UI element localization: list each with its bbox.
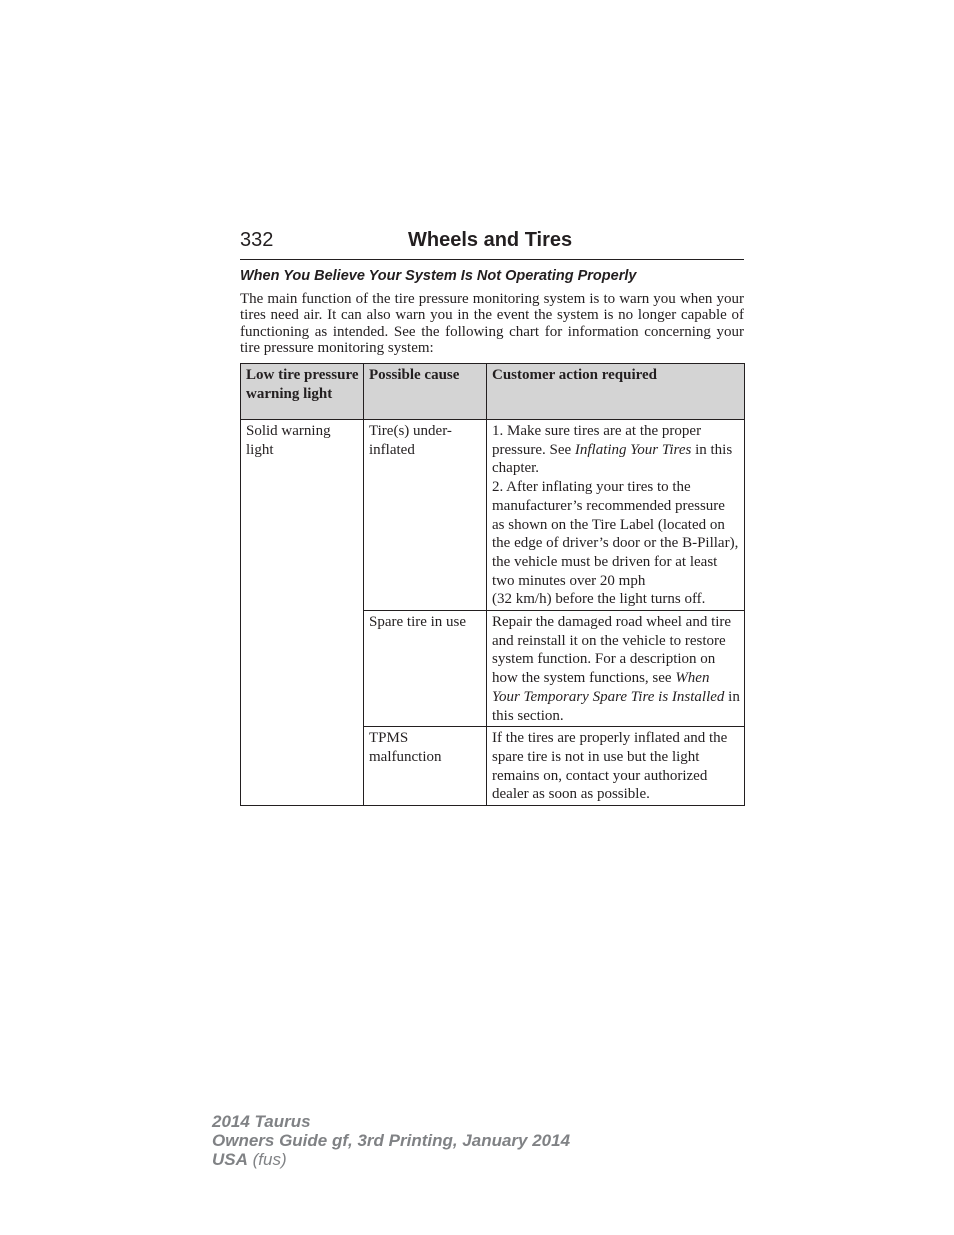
action-text: Repair the damaged road wheel and tire and reinstall it on the vehicle to restore system function. For a description on how the system functions, see: [492, 614, 732, 687]
header-warning-light: Low tire pressure warning light: [241, 364, 364, 420]
footer-code: (fus): [247, 1150, 287, 1169]
page-number: 332: [240, 229, 274, 251]
action-text: in this chapter.: [492, 441, 733, 477]
action-cell: If the tires are properly inflated and the spare tire is not in use but the light remains on, contact your authorized dealer as soon as possible.: [487, 727, 745, 806]
cause-cell: TPMS malfunction: [364, 727, 487, 806]
action-text: (32 km/h) before the light turns off.: [492, 591, 706, 608]
section-heading: When You Believe Your System Is Not Operating Properly: [240, 268, 637, 284]
header-customer-action: Customer action required: [487, 364, 745, 420]
footer-model: 2014 Taurus: [212, 1112, 311, 1131]
action-cell: [487, 611, 745, 727]
cross-reference: Inflating Your Tires: [574, 441, 692, 458]
chapter-title: Wheels and Tires: [408, 229, 573, 251]
footer-market: [212, 1150, 570, 1169]
cross-reference: When Your Temporary Spare Tire is Installed: [492, 670, 725, 705]
action-text: in this section.: [492, 688, 740, 724]
cause-cell: Spare tire in use: [364, 611, 487, 727]
indicator-cell: Solid warning light: [241, 420, 364, 806]
header-possible-cause: Possible cause: [364, 364, 487, 420]
tpms-table: [240, 363, 745, 806]
action-cell: [487, 420, 745, 611]
footer-printing: Owners Guide gf, 3rd Printing, January 2014: [212, 1131, 571, 1150]
action-text: 2. After inflating your tires to the manufacturer’s recommended pressure as shown on the Tire Label (located on the edge of driver’s door or the B-Pillar), the vehicle must be driven for at least two minutes over 20 mph: [492, 479, 739, 589]
table-row: [241, 420, 745, 611]
intro-paragraph: The main function of the tire pressure monitoring system is to warn you when your tires need air. It can also warn you in the event the system is no longer capable of functioning as intended. See the following chart for information concerning your tire pressure monitoring system:: [240, 291, 744, 357]
table-header-row: [241, 364, 745, 420]
footer: [212, 1112, 570, 1169]
action-text: 1. Make sure tires are at the proper pressure. See: [492, 423, 702, 458]
cause-cell: Tire(s) under-inflated: [364, 420, 487, 611]
footer-region: USA: [212, 1150, 248, 1169]
page-header: [240, 229, 744, 260]
